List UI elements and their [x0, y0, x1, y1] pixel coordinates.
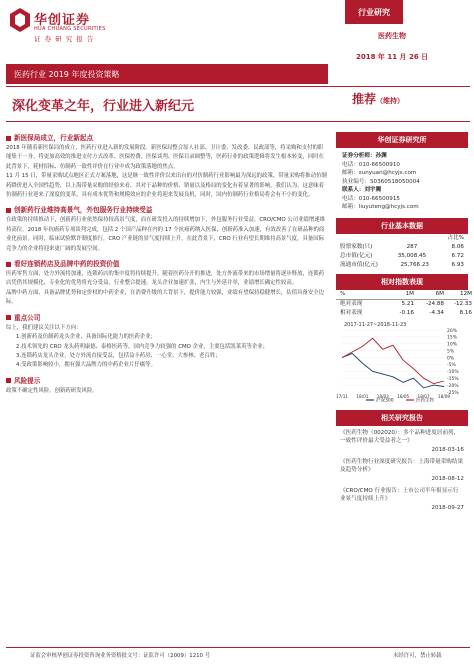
- category-tag: 行业研究: [345, 0, 403, 24]
- rating: [352, 90, 404, 107]
- y-tick-label: -25%: [447, 390, 459, 396]
- contact-email[interactable]: 邮箱：liuyuteng@hcyjs.com: [342, 204, 419, 210]
- report-kind: 证 券 研 究 报 告: [34, 35, 95, 43]
- relative-perf-title: 相对指数表现: [336, 274, 468, 290]
- doc-type-band: 医药行业 2019 年度投资策略: [6, 64, 328, 84]
- rating-label: 推荐: [352, 92, 377, 106]
- y-tick-label: 0%: [447, 355, 455, 361]
- list-item: 4.受政策影响较小，拥有强大品牌力的中药企业片仔癀等。: [16, 362, 156, 369]
- report-link[interactable]: 《医药生物（002020）：多个品种进度居前列，一致性评价最大受益者之一》: [340, 429, 460, 444]
- related-reports-title: 相关研究报告: [336, 410, 468, 426]
- y-tick-label: -5%: [447, 362, 456, 368]
- y-tick-label: 10%: [447, 342, 458, 348]
- sector-label: 医药生物: [378, 32, 406, 40]
- contact-phone: 电话：010-66500915: [342, 195, 400, 202]
- analyst-line: 证券分析师：孙渊: [342, 153, 387, 159]
- rel-row: 相对表现 -0.16 -4.34 8.16: [340, 309, 472, 316]
- bullet-icon: [6, 136, 11, 141]
- x-tick-label: 18/01: [356, 393, 369, 399]
- basic-row: 流通市值(亿元) 25,766.23 6.93: [340, 261, 464, 268]
- sidebar: [336, 132, 472, 516]
- paragraph: 2018 年随着新医保局的成立，医药行业进入新的发展阶段。新医保局整合原人社部、卫计委、发改委、民政部等，将采购和支付的职能集于一身，将更加高效的推进支付方式改革、医保控费、医保谈判、医保目录调整等，医药行业的政策逻辑将发生根本转变，同时在此背景下，耗材招标、仿制药一致性评价在行业中成为政策落地的焦点。: [6, 145, 325, 170]
- footer-notice: 未经许可，禁止转载: [393, 653, 442, 659]
- x-tick-label: 17/11: [336, 393, 349, 399]
- y-tick-label: -15%: [447, 376, 459, 382]
- paragraph: 政策不确定性风险，创新药研发风险。: [6, 387, 98, 394]
- analyst-phone: 电话：010-66500910: [342, 161, 400, 168]
- body-column: [6, 128, 328, 396]
- bullet-icon: [6, 315, 11, 320]
- section-heading: 看好连锁药店及品牌中药的投资价值: [6, 259, 328, 270]
- y-tick-label: 5%: [447, 348, 455, 354]
- rel-header: % 1M 6M 12M: [336, 290, 468, 300]
- legend-label: 医药生物: [416, 398, 434, 402]
- y-tick-label: 15%: [447, 335, 458, 341]
- report-link[interactable]: 《CRO/CMO 行业报告：上市公司半年报显示行业景气度持续上升》: [340, 487, 459, 502]
- analyst-cert: 执业编号：S0360518050004: [342, 178, 420, 185]
- footer-license: 证监会审核华创证券投资咨询业务资格批文号：证监许可（2009）1210 号: [30, 653, 211, 659]
- y-tick-label: -20%: [447, 383, 459, 389]
- x-tick-label: 18/07: [417, 393, 430, 399]
- report-date: 2018 年 11 月 26 日: [356, 53, 429, 61]
- rating-sub: （维持）: [376, 97, 405, 105]
- basic-header: 占比%: [447, 234, 464, 241]
- section-1: [6, 133, 328, 200]
- report-link[interactable]: 《医药生物行业深度研究报告：上海带量采购结果及趋势分析》: [340, 458, 464, 473]
- list-item: 2.技术领先的 CRO 龙头药明康德、泰格医药等，国内竞争力较强的 CMO 企业，主要包括凯莱英等企业；: [16, 343, 269, 350]
- contact-line: 联系人：刘宇腾: [342, 187, 382, 193]
- basic-row: 总市值(亿元) 35,008.45 6.72: [340, 252, 464, 259]
- bullet-icon: [6, 262, 11, 267]
- bullet-icon: [6, 208, 11, 213]
- basic-row: 股票家数(只) 287 8.06: [340, 243, 464, 250]
- section-heading: 创新药行业维持高景气，外包服务行业持续受益: [6, 205, 328, 216]
- report-date: 2018-09-27: [431, 504, 464, 511]
- paragraph: 11 月 15 日，带量采购试点地区正式方案落地，这是继一致性评价以来出台的对仿制药行业影响最为深远的政策，带量采购将推动仿制药降价进入全国性趋势，以上海带量采购的经验来看，其对于品种的价格、销量以及格局的变化有着显著的影响。我们认为，这意味着仿制药行业迎来了深度的变革，具有成本优势和规模效应的企业将迎来发展良机，同时，国内仿制药行业格局将会有不小的变化。: [6, 173, 327, 199]
- section-heading: 风险提示: [6, 376, 328, 387]
- y-tick-label: 20%: [447, 328, 458, 334]
- chart-range-label: 2017-11-27~2018-11-23: [344, 321, 407, 328]
- series-line-hs300: [342, 353, 444, 388]
- x-tick-label: 18/05: [397, 393, 410, 399]
- bullet-icon: [6, 378, 11, 383]
- list-item: 1.创新药及仿制药龙头企业，具备国际化能力的医药企业；: [16, 334, 156, 341]
- section-heading: 新医保局成立，行业新起点: [6, 133, 328, 144]
- logo-text: 华创证券: [34, 13, 91, 28]
- rel-row: 绝对表现 5.21 -24.88 -12.33: [340, 300, 472, 307]
- logo-icon: [10, 8, 30, 32]
- x-tick-label: 18/03: [376, 393, 389, 399]
- footer-divider: [6, 647, 470, 648]
- list-item: 3.连锁药店龙头企业，处方外流直接受益，包括益丰药房、一心堂、大参林、老百姓；: [16, 352, 221, 359]
- section-3: [6, 259, 328, 308]
- paragraph: 在政策的持续推动下，创新药行业依然保持较高景气度，而在研发投入的持续增加下，外包服务行业受益，CRO/CMO 公司业绩增速维持高位。2018 年抗癌药专项谈判完成，包括 2 个国产品种在内的 17 个抗癌药纳入医保，创新药准入加速，有效改善了在研品种的商业化前景。同时，临床试验默许制度推行，CRO 产业链的景气度持续上升，在此背景下，CRO 行业有望长期维持高景气度，具备国际竞争力的企业将迎来更广阔的发展空间。: [6, 217, 326, 252]
- paragraph: 医药零售方面，处方外流将加速，连锁药店的集中度将持续提升。随着医药分开的推进，处方外流带来的市场增量将逐步释放，连锁药店凭借其规模化、专业化的优势将充分受益，行业整合提速，龙头企业加速扩张，内生与外延并举，业绩增长确定性较高。: [6, 271, 325, 287]
- performance-chart: [336, 318, 468, 402]
- team-title: 华创证券研究所: [336, 132, 468, 148]
- paragraph: 品牌中药方面，具备品牌优势和定价权的中药企业，在消费升级的大背景下，提价能力较强，业绩有望保持稳健增长，估值具备安全边际。: [6, 289, 325, 306]
- section-5: [6, 376, 328, 396]
- x-tick-label: 18/09: [437, 393, 451, 399]
- report-date: 2018-03-16: [431, 446, 464, 453]
- analyst-email[interactable]: 邮箱：sunyuan@hcyjs.com: [342, 170, 417, 176]
- section-4: [6, 313, 328, 371]
- basic-data-title: 行业基本数据: [336, 218, 468, 234]
- section-2: [6, 205, 328, 254]
- logo-subtext: HUA CHUANG SECURITIES: [34, 26, 106, 32]
- page-title: 深化变革之年，行业进入新纪元: [12, 99, 195, 114]
- y-tick-label: -10%: [447, 369, 459, 375]
- report-date: 2018-08-12: [431, 475, 464, 482]
- legend-label: 沪深300: [376, 398, 394, 402]
- section-heading: 重点公司: [6, 313, 328, 324]
- paragraph: 综上，我们建议关注以下方向：: [6, 324, 82, 331]
